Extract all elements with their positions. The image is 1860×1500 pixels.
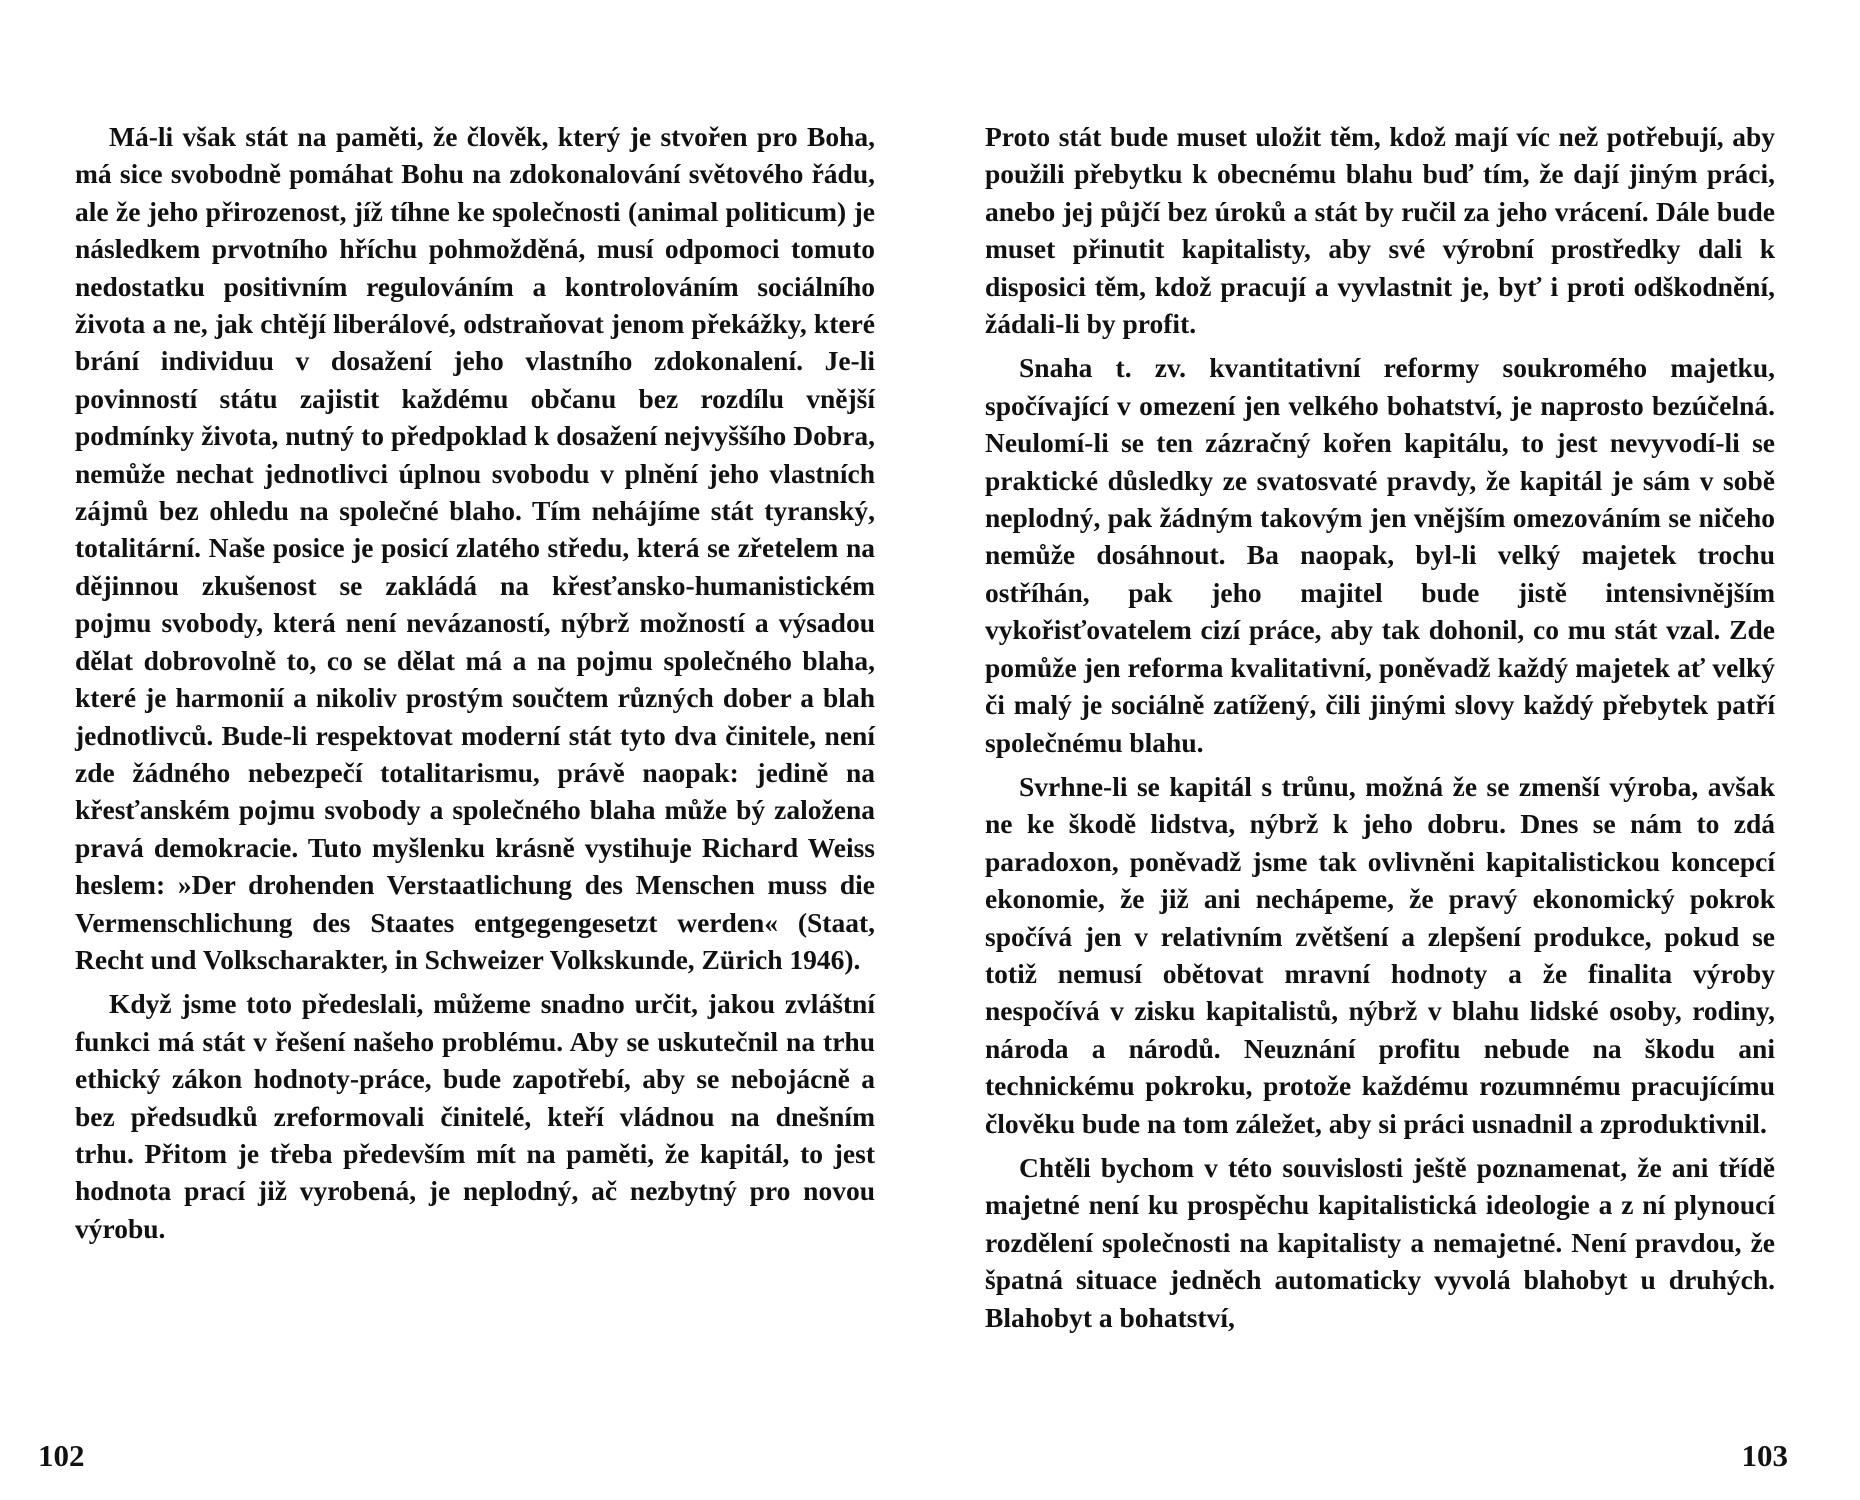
left-page — [75, 118, 875, 1254]
page-number-right: 103 — [1741, 1438, 1788, 1473]
page-number-left: 102 — [38, 1438, 85, 1473]
paragraph: Když jsme toto předeslali, můžeme snadno určit, jakou zvláštní funkci má stát v řešení našeho problému. Aby se uskutečnil na trhu ethický zákon hodnoty-práce, bude zapotřebí, aby se nebojácně a bez předsudků zreformovali činitelé, kteří vládnou na dnešním trhu. Přitom je třeba především mít na paměti, že kapitál, to jest hodnota prací již vyrobená, je neplodný, ač nezbytný pro novou výrobu. — [75, 988, 875, 1244]
right-page-text — [985, 118, 1775, 1336]
paragraph: Chtěli bychom v této souvislosti ještě poznamenat, že ani třídě majetné není ku prospěchu kapitalistická ideologie a z ní plynoucí rozdělení společnosti na kapitalisty a nemajetné. Není pravdou, že špatná situace jedněch automaticky vyvolá blahobyt u druhých. Blahobyt a bohatství, — [985, 1151, 1775, 1333]
paragraph: Má-li však stát na paměti, že člověk, který je stvořen pro Boha, má sice svobodně pomáhat Bohu na zdokonalování světového řádu, ale že jeho přirozenost, jíž tíhne ke společnosti (animal politicum) je následkem prvotního hříchu pohmožděná, musí odpomoci tomuto nedostatku positivním regulováním a kontrolováním sociálního života a ne, jak chtějí liberálové, odstraňovat jenom překážky, které brání individuu v dosažení jeho vlastního zdokonalení. Je-li povinností státu zajistit každému občanu bez rozdílu vnější podmínky života, nutný to předpoklad k dosažení nejvyššího Dobra, nemůže nechat jednotlivci úplnou svobodu v plnění jeho vlastních zájmů bez ohledu na společné blaho. Tím nehájíme stát tyranský, totalitární. Naše posice je posicí zlatého středu, která se zřetelem na dějinnou zkušenost se zakládá na křesťansko-humanistickém pojmu svobody, která není nevázaností, nýbrž možností a výsadou dělat dobrovolně to, co se dělat má a na pojmu společného blaha, které je harmonií a nikoliv prostým součtem různých dober a blah jednotlivců. Bude-li respektovat moderní stát tyto dva činitele, není zde žádného nebezpečí totalitarismu, právě naopak: jedině na křesťanském pojmu svobody a společného blaha může bý založena pravá demokracie. Tuto myšlenku krásně vystihuje Richard Weiss heslem: »Der drohenden Verstaatlichung des Menschen muss die Vermenschlichung des Staates entgegengesetzt werden« (Staat, Recht und Volkscharakter, in Schweizer Volkskunde, Zürich 1946). — [75, 121, 875, 975]
paragraph: Snaha t. zv. kvantitativní reformy soukromého majetku, spočívající v omezení jen velkého bohatství, je naprosto bezúčelná. Neulomí-li se ten zázračný kořen kapitálu, to jest nevyvodí-li se praktické důsledky ze svatosvaté pravdy, že kapitál je sám v sobě neplodný, pak žádným takovým jen vnějším omezováním se ničeho nemůže dosáhnout. Ba naopak, byl-li velký majetek trochu ostříhán, pak jeho majitel bude jistě intensivnějším vykořisťovatelem cizí práce, aby tak dohonil, co mu stát vzal. Zde pomůže jen reforma kvalitativní, poněvadž každý majetek ať velký či malý je sociálně zatížený, čili jinými slovy každý přebytek patří společnému blahu. — [985, 352, 1775, 758]
paragraph: Svrhne-li se kapitál s trůnu, možná že se zmenší výroba, avšak ne ke škodě lidstva, nýbrž k jeho dobru. Dnes se nám to zdá paradoxon, poněvadž jsme tak ovlivněni kapitalistickou koncepcí ekonomie, že již ani nechápeme, že pravý ekonomický pokrok spočívá jen v relativním zvětšení a zlepšení produkce, pokud se totiž nemusí obětovat mravní hodnoty a že finalita výroby nespočívá v zisku kapitalistů, nýbrž v blahu lidské osoby, rodiny, národa a národů. Neuznání profitu nebude na škodu ani technickému pokroku, protože každému rozumnému pracujícímu člověku bude na tom záležet, aby si práci usnadnil a zproduktivnil. — [985, 770, 1775, 1139]
paragraph: Proto stát bude muset uložit těm, kdož mají víc než potřebují, aby použili přebytku k obecnému blahu buď tím, že dají jiným práci, anebo jej půjčí bez úroků a stát by ručil za jeho vrácení. Dále bude muset přinutit kapitalisty, aby své výrobní prostředky dali k disposici těm, kdož pracují a vyvlastnit je, byť i proti odškodnění, žádali-li by profit. — [985, 121, 1775, 340]
right-page — [985, 118, 1775, 1343]
left-page-text — [75, 118, 875, 1247]
